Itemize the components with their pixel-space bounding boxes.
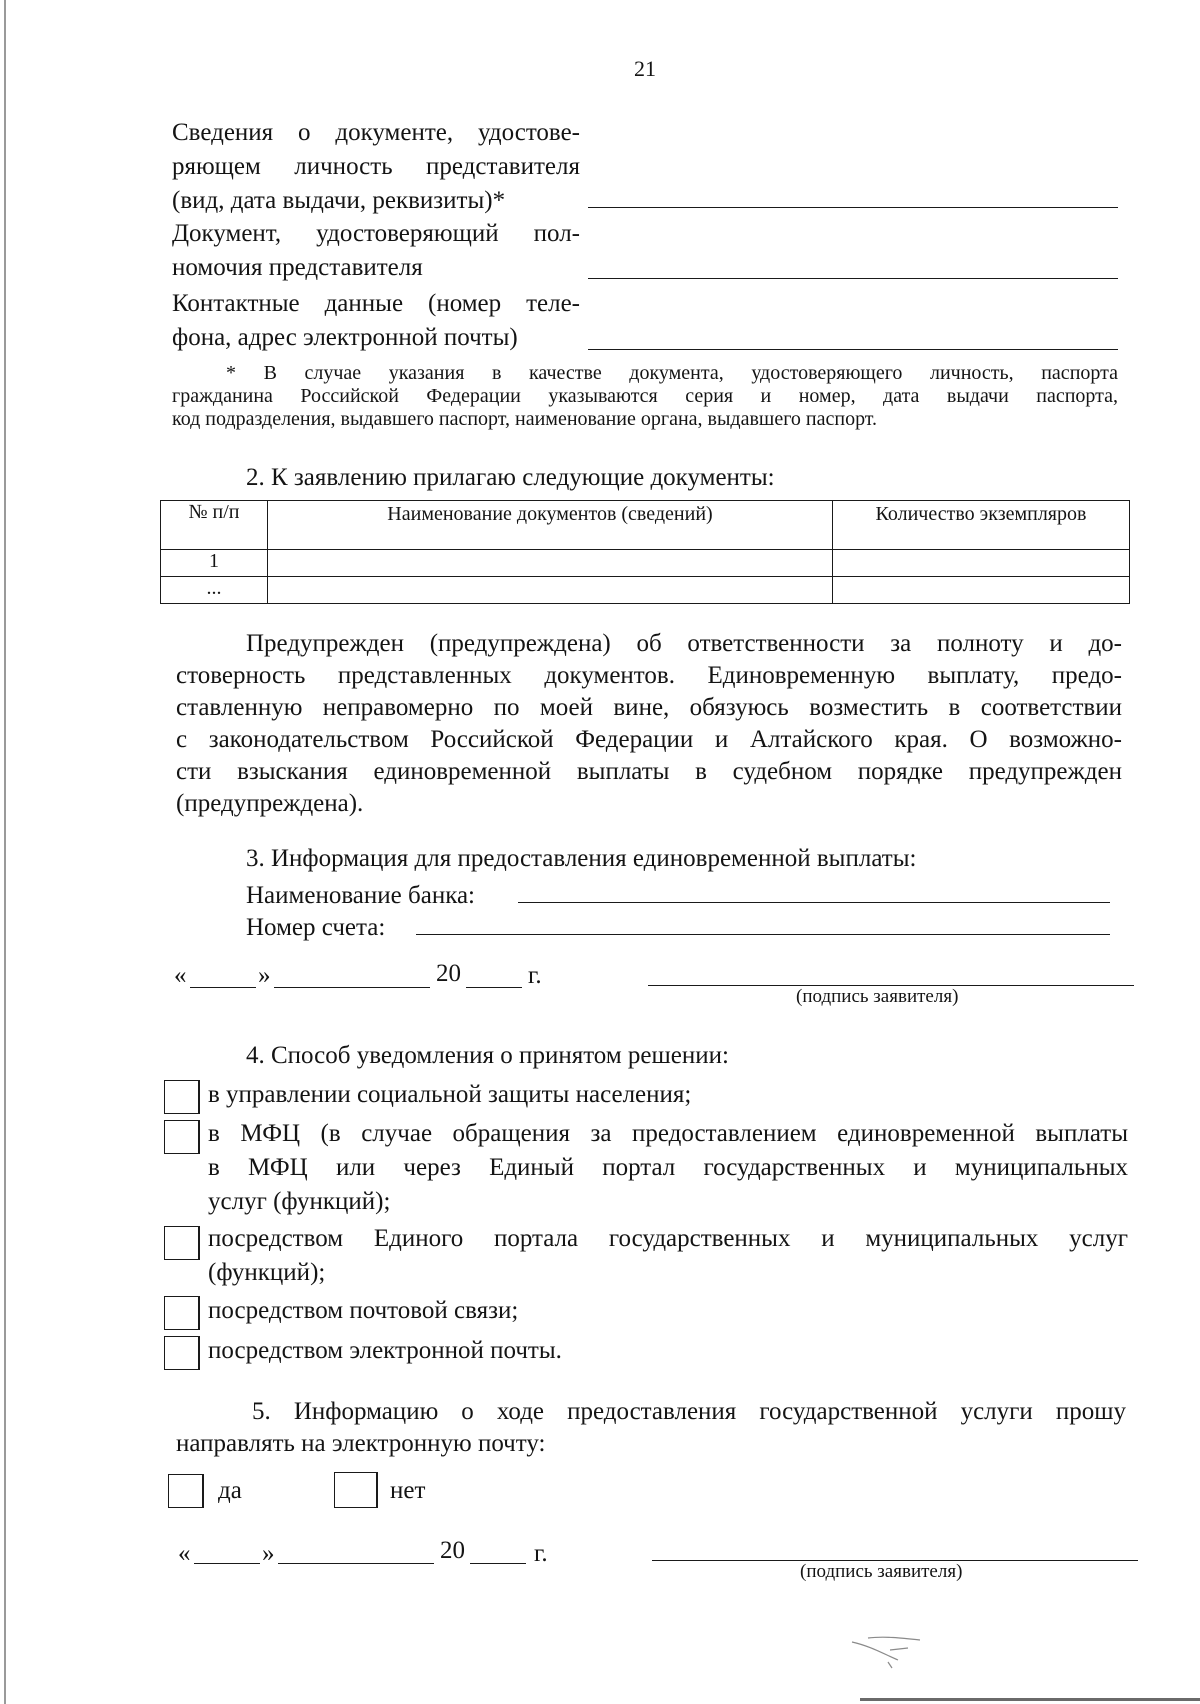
year-input-line[interactable] <box>466 987 522 988</box>
date-close-quote: » <box>262 1540 275 1567</box>
section5-line-1: 5. Информацию о ходе предоставления государственной услуги прошу <box>252 1398 1126 1425</box>
option-line: в МФЦ (в случае обращения за предоставлением единовременной выплаты <box>208 1120 1128 1147</box>
notify-option-checkbox[interactable] <box>164 1296 200 1330</box>
table-header-name: Наименование документов (сведений) <box>268 501 833 550</box>
email-yes-label: да <box>218 1477 242 1504</box>
notify-option-checkbox[interactable] <box>164 1120 200 1154</box>
rep-id-doc-label <box>172 116 580 218</box>
year-prefix: 20 <box>436 960 461 987</box>
rep-id-doc-input-line[interactable] <box>588 207 1118 208</box>
warning-line-1: Предупрежден (предупреждена) об ответственности за полноту и до- <box>246 630 1122 657</box>
section5-heading <box>176 1396 1126 1460</box>
day-input-line[interactable] <box>194 1563 260 1564</box>
notify-option-email <box>208 1334 1128 1368</box>
email-no-checkbox[interactable] <box>334 1472 378 1508</box>
warning-line-6: (предупреждена). <box>176 790 364 817</box>
email-yes-checkbox[interactable] <box>168 1474 204 1508</box>
rep-id-doc-line-2: ряющем личность представителя <box>172 153 580 180</box>
footnote-line-2: гражданина Российской Федерации указываются серия и номер, дата выдачи паспорта, <box>172 385 1118 407</box>
table-cell-num: ... <box>161 577 268 604</box>
table-row <box>161 550 1130 577</box>
year-input-line[interactable] <box>470 1563 526 1564</box>
notify-option-checkbox[interactable] <box>164 1336 200 1370</box>
day-input-line[interactable] <box>190 987 256 988</box>
option-line: посредством электронной почты. <box>208 1337 562 1364</box>
section2-heading: 2. К заявлению прилагаю следующие документы: <box>246 464 775 491</box>
table-cell-count[interactable] <box>833 577 1130 604</box>
option-line: в управлении социальной защиты населения; <box>208 1081 692 1108</box>
rep-id-doc-line-3: (вид, дата выдачи, реквизиты)* <box>172 187 506 214</box>
scan-edge-left <box>4 0 6 1704</box>
warning-line-3: ставленную неправомерно по моей вине, обязуюсь возместить в соответствии <box>176 694 1122 721</box>
option-line: посредством Единого портала государственных и муниципальных услуг <box>208 1225 1128 1252</box>
bank-label: Наименование банка: <box>246 882 476 909</box>
contacts-input-line[interactable] <box>588 349 1118 350</box>
rep-authority-line-1: Документ, удостоверяющий пол- <box>172 220 580 247</box>
contacts-line-1: Контактные данные (номер теле- <box>172 290 580 317</box>
signature-caption: (подпись заявителя) <box>800 1561 963 1582</box>
table-header-count: Количество экземпляров <box>833 501 1130 550</box>
warning-line-4: с законодательством Российской Федерации и Алтайского края. О возможно- <box>176 726 1122 753</box>
year-suffix: г. <box>528 962 542 989</box>
option-line: услуг (функций); <box>208 1188 391 1215</box>
table-cell-num: 1 <box>161 550 268 577</box>
date-close-quote: » <box>258 962 271 989</box>
contacts-label <box>172 287 580 355</box>
page-number: 21 <box>634 56 656 81</box>
warning-paragraph <box>176 628 1122 820</box>
table-header-row <box>161 501 1130 550</box>
documents-table <box>160 500 1130 604</box>
notify-option-post <box>208 1294 1128 1328</box>
warning-line-2: стоверность представленных документов. Единовременную выплату, предо- <box>176 662 1122 689</box>
initials-mark <box>850 1612 940 1672</box>
section4-heading: 4. Способ уведомления о принятом решении: <box>246 1042 729 1069</box>
notify-option-checkbox[interactable] <box>164 1226 200 1260</box>
rep-authority-line-2: номочия представителя <box>172 254 423 281</box>
option-line: (функций); <box>208 1259 326 1286</box>
account-input-line[interactable] <box>416 934 1110 935</box>
bank-input-line[interactable] <box>518 902 1110 903</box>
date-open-quote: « <box>174 962 187 989</box>
table-cell-name[interactable] <box>268 577 833 604</box>
notify-option-checkbox[interactable] <box>164 1080 200 1114</box>
table-header-num: № п/п <box>161 501 268 550</box>
notify-option-social-protection <box>208 1078 1128 1112</box>
account-label: Номер счета: <box>246 914 386 941</box>
option-line: посредством почтовой связи; <box>208 1297 519 1324</box>
table-row <box>161 577 1130 604</box>
email-no-label: нет <box>390 1477 426 1504</box>
year-suffix: г. <box>534 1540 548 1567</box>
table-cell-count[interactable] <box>833 550 1130 577</box>
notify-option-mfc <box>208 1117 1128 1219</box>
footnote-line-1: * В случае указания в качестве документа, удостоверяющего личность, паспорта <box>226 362 1118 384</box>
scan-edge-bottom <box>860 1698 1200 1701</box>
section3-heading: 3. Информация для предоставления единовременной выплаты: <box>246 845 917 872</box>
rep-id-doc-line-1: Сведения о документе, удостове- <box>172 119 580 146</box>
footnote-line-3: код подразделения, выдавшего паспорт, наименование органа, выдавшего паспорт. <box>172 408 878 430</box>
section5-line-2: направлять на электронную почту: <box>176 1430 546 1457</box>
footnote <box>172 362 1118 431</box>
month-input-line[interactable] <box>274 987 430 988</box>
table-cell-name[interactable] <box>268 550 833 577</box>
option-line: в МФЦ или через Единый портал государственных и муниципальных <box>208 1154 1128 1181</box>
date-open-quote: « <box>178 1540 191 1567</box>
notify-option-gosuslugi <box>208 1222 1128 1290</box>
warning-line-5: сти взыскания единовременной выплаты в судебном порядке предупрежден <box>176 758 1122 785</box>
rep-authority-doc-input-line[interactable] <box>588 278 1118 279</box>
month-input-line[interactable] <box>278 1563 434 1564</box>
signature-caption: (подпись заявителя) <box>796 986 959 1007</box>
rep-authority-doc-label <box>172 217 580 285</box>
year-prefix: 20 <box>440 1537 465 1564</box>
contacts-line-2: фона, адрес электронной почты) <box>172 324 518 351</box>
